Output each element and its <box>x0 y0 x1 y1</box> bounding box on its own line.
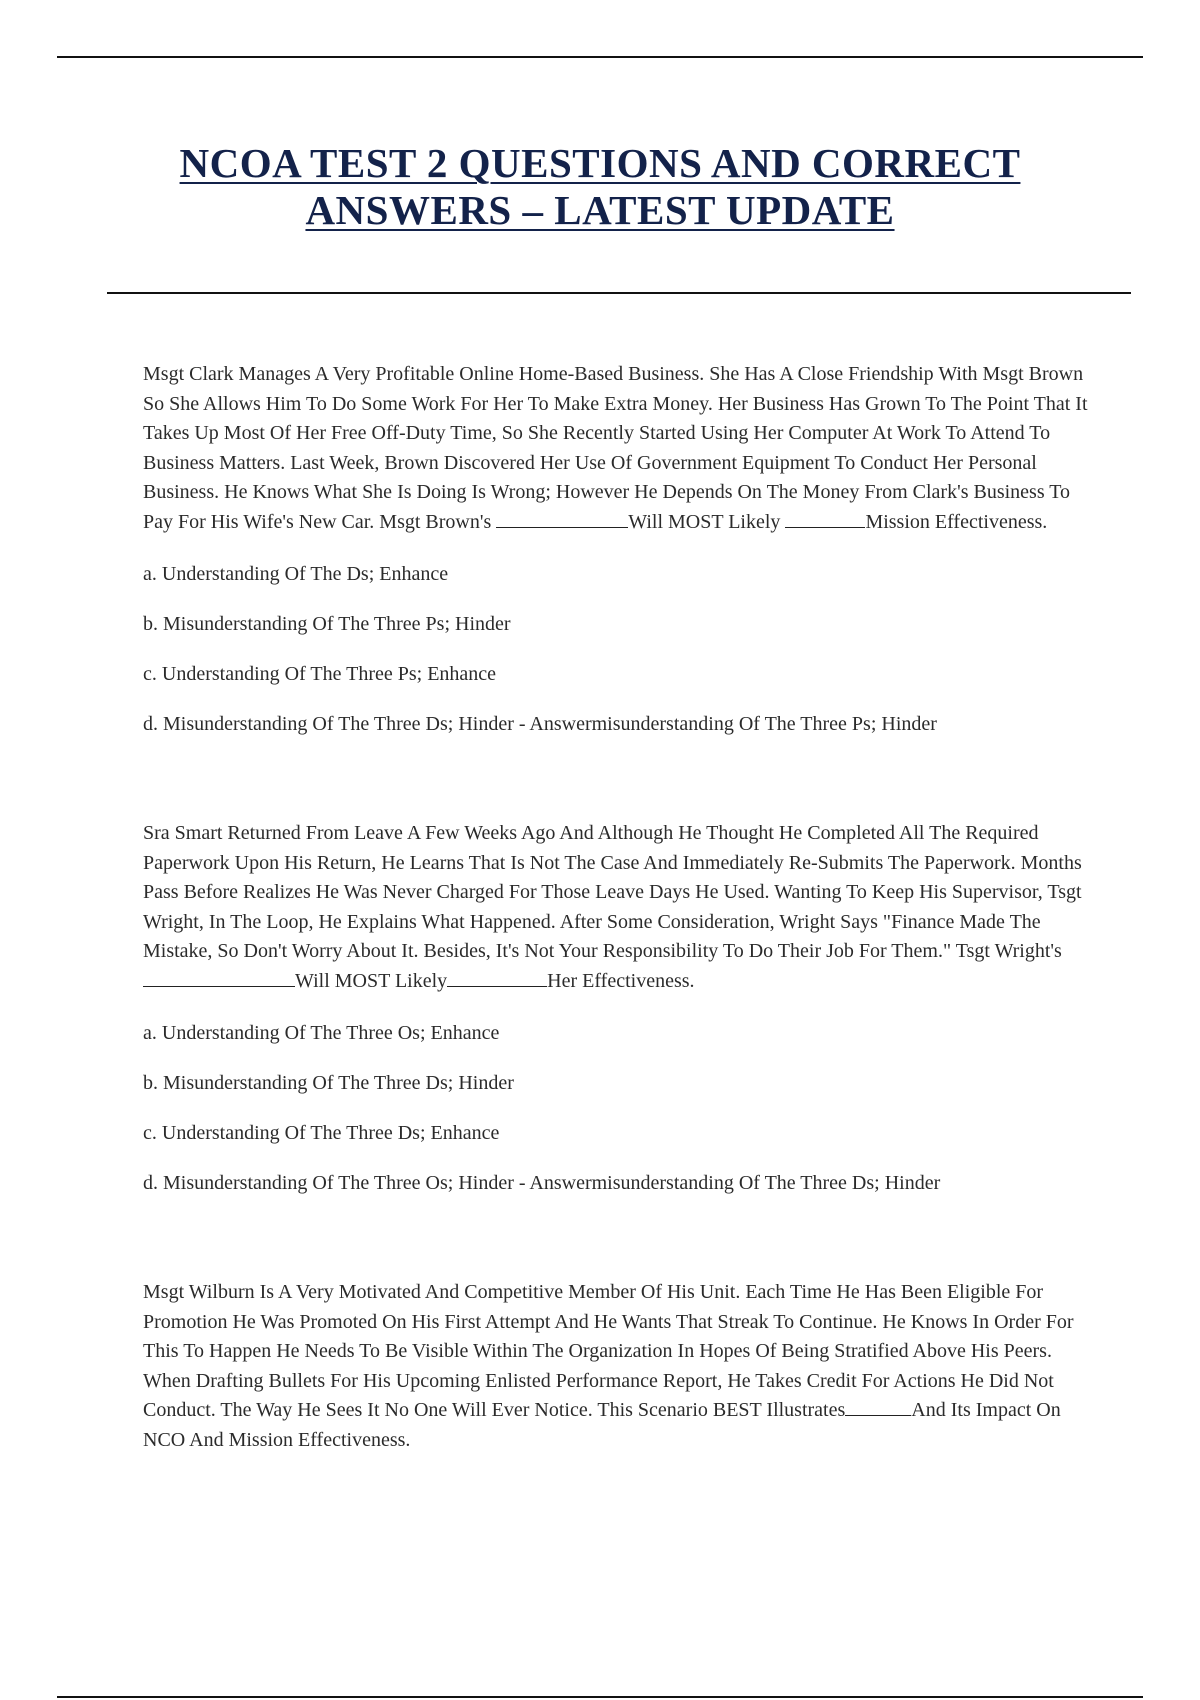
option-b: b. Misunderstanding Of The Three Ds; Hinder <box>143 1072 514 1094</box>
question-2-stem: Sra Smart Returned From Leave A Few Weeks Ago And Although He Thought He Completed All The Required Paperwork Upon His Return, He Learns That Is Not The Case And Immediately Re-Submits The Paperwork. Months Pass Before Realizes He Was Never Charged For Those Leave Days He Used. Wanting To Keep His Supervisor, Tsgt Wright, In The Loop, He Explains What Happened. After Some Consideration, Wright Says "Finance Made The Mistake, So Don't Worry About It. Besides, It's Not Your Responsibility To Do Their Job For Them." Tsgt Wright's Will MOST Likely Her Effectiveness. <box>143 822 1082 992</box>
question-3-stem: Msgt Wilburn Is A Very Motivated And Competitive Member Of His Unit. Each Time He Has Been Eligible For Promotion He Was Promoted On His First Attempt And He Wants That Streak To Continue. He Knows In Order For This To Happen He Needs To Be Visible Within The Organization In Hopes Of Being Stratified Above His Peers. When Drafting Bullets For His Upcoming Enlisted Performance Report, He Takes Credit For Actions He Did Not Conduct. The Way He Sees It No One Will Ever Notice. This Scenario BEST Illustrates And Its Impact On NCO And Mission Effectiveness. <box>143 1281 1074 1451</box>
option-b: b. Misunderstanding Of The Three Ps; Hinder <box>143 613 511 635</box>
answer-blank <box>447 968 547 987</box>
question-1-stem: Msgt Clark Manages A Very Profitable Online Home-Based Business. She Has A Close Friendship With Msgt Brown So She Allows Him To Do Some Work For Her To Make Extra Money. Her Business Has Grown To The Point That It Takes Up Most Of Her Free Off-Duty Time, So She Recently Started Using Her Computer At Work To Attend To Business Matters. Last Week, Brown Discovered Her Use Of Government Equipment To Conduct Her Personal Business. He Knows What She Is Doing Is Wrong; However He Depends On The Money From Clark's Business To Pay For His Wife's New Car. Msgt Brown's Will MOST Likely Mission Effectiveness. <box>143 363 1088 533</box>
option-a: a. Understanding Of The Ds; Enhance <box>143 563 449 585</box>
answer-blank <box>143 968 295 987</box>
top-rule <box>57 56 1143 58</box>
question-list <box>143 360 1088 1525</box>
title-line-1: NCOA TEST 2 QUESTIONS AND CORRECT <box>179 140 1021 186</box>
answer-blank <box>496 509 628 528</box>
answer-blank <box>845 1397 911 1416</box>
question-1 <box>143 360 1088 749</box>
option-c: c. Understanding Of The Three Ds; Enhance <box>143 1122 500 1144</box>
question-2 <box>143 819 1088 1208</box>
option-a: a. Understanding Of The Three Os; Enhance <box>143 1022 500 1044</box>
bottom-rule <box>57 1696 1143 1698</box>
title-line-2: ANSWERS – LATEST UPDATE <box>305 187 895 233</box>
answer-blank <box>785 509 865 528</box>
option-c: c. Understanding Of The Three Ps; Enhance <box>143 663 497 685</box>
question-3 <box>143 1278 1088 1455</box>
document-title <box>0 140 1200 234</box>
title-divider <box>107 292 1131 294</box>
option-d: d. Misunderstanding Of The Three Ds; Hinder - Answermisunderstanding Of The Three Ps; Hinder <box>143 713 937 735</box>
option-d: d. Misunderstanding Of The Three Os; Hinder - Answermisunderstanding Of The Three Ds; Hinder <box>143 1172 941 1194</box>
